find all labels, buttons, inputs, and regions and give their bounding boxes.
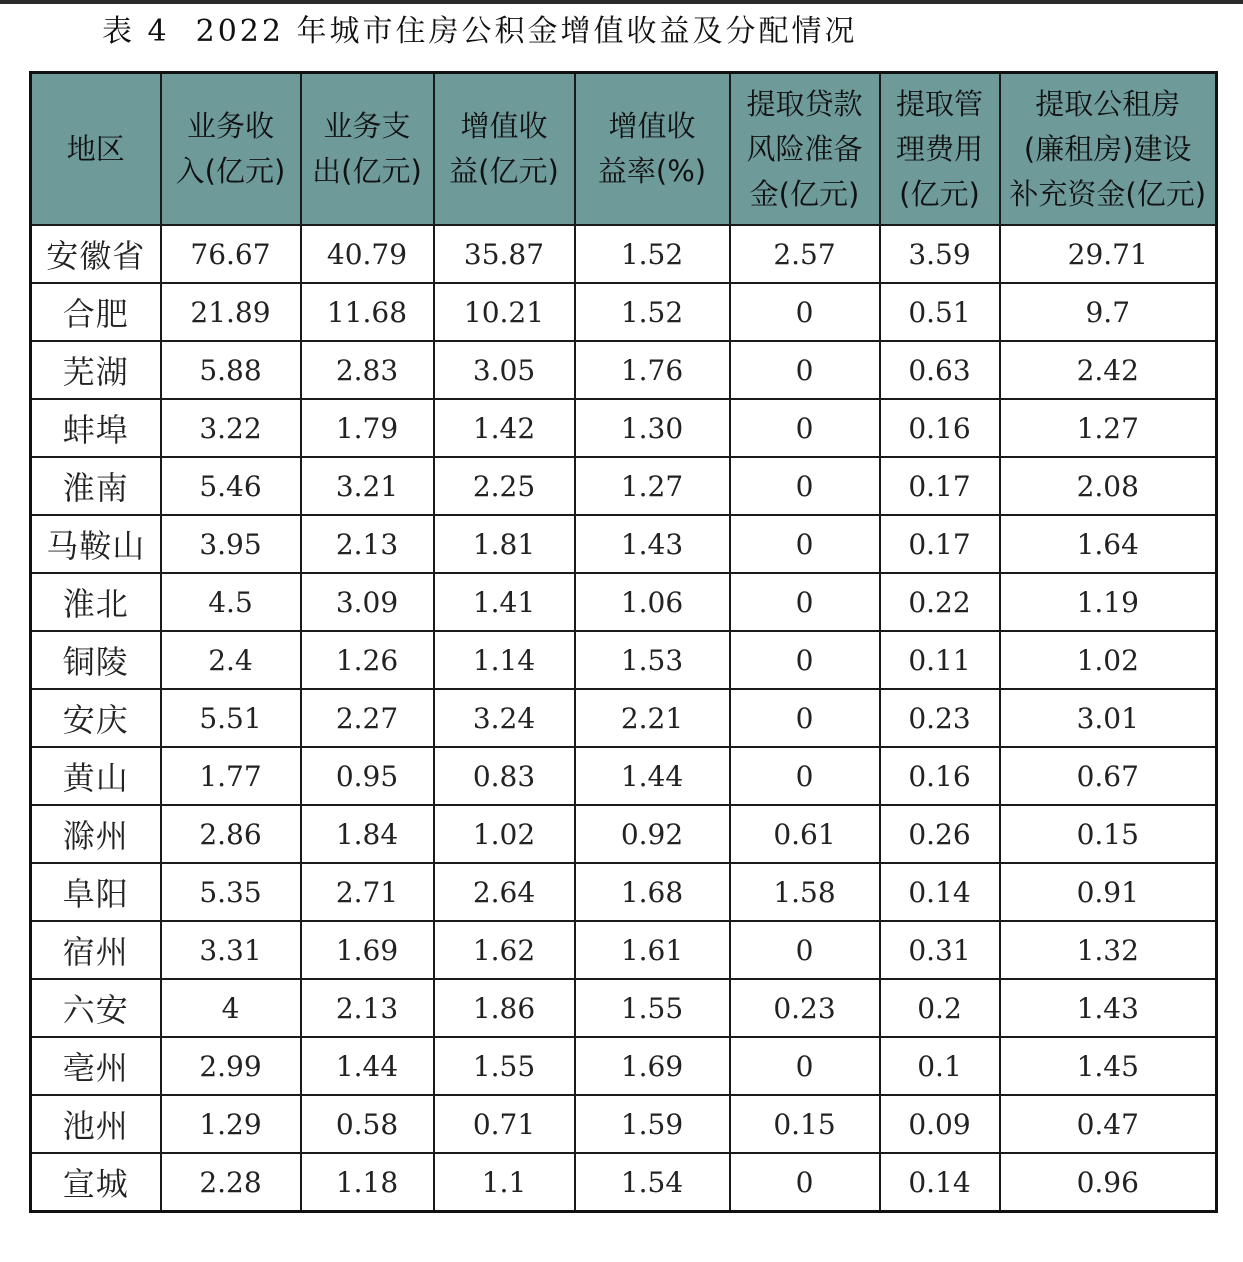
region-cell: 安徽省 [31, 225, 161, 283]
business-expense-cell: 2.27 [301, 689, 434, 747]
public-rental-fund-cell: 1.45 [1000, 1037, 1217, 1095]
public-rental-fund-cell: 0.67 [1000, 747, 1217, 805]
management-fee-cell: 0.14 [880, 1153, 1000, 1212]
table-row [31, 1095, 1217, 1153]
region-cell: 池州 [31, 1095, 161, 1153]
loan-risk-reserve-cell: 0.15 [730, 1095, 880, 1153]
value-added-income-cell: 3.24 [434, 689, 575, 747]
business-income-cell: 3.31 [161, 921, 301, 979]
business-income-cell: 1.77 [161, 747, 301, 805]
region-cell: 合肥 [31, 283, 161, 341]
loan-risk-reserve-cell: 0 [730, 747, 880, 805]
value-added-income-cell: 1.41 [434, 573, 575, 631]
business-expense-cell: 1.44 [301, 1037, 434, 1095]
value-added-rate-cell: 1.52 [575, 283, 730, 341]
business-income-cell: 1.29 [161, 1095, 301, 1153]
business-expense-cell: 0.95 [301, 747, 434, 805]
table-row [31, 805, 1217, 863]
business-expense-cell: 1.18 [301, 1153, 434, 1212]
table-row [31, 689, 1217, 747]
value-added-income-cell: 1.55 [434, 1037, 575, 1095]
header-row [31, 73, 1217, 226]
public-rental-fund-cell: 1.32 [1000, 921, 1217, 979]
management-fee-cell: 0.16 [880, 747, 1000, 805]
header-business-income: 业务收 入(亿元) [161, 73, 301, 226]
value-added-income-cell: 0.83 [434, 747, 575, 805]
value-added-income-cell: 3.05 [434, 341, 575, 399]
public-rental-fund-cell: 1.64 [1000, 515, 1217, 573]
value-added-rate-cell: 1.76 [575, 341, 730, 399]
table-row [31, 921, 1217, 979]
table-row [31, 863, 1217, 921]
business-expense-cell: 2.83 [301, 341, 434, 399]
value-added-income-cell: 1.14 [434, 631, 575, 689]
table-row [31, 631, 1217, 689]
value-added-rate-cell: 1.30 [575, 399, 730, 457]
value-added-rate-cell: 1.69 [575, 1037, 730, 1095]
value-added-rate-cell: 1.59 [575, 1095, 730, 1153]
value-added-rate-cell: 1.43 [575, 515, 730, 573]
value-added-income-cell: 1.81 [434, 515, 575, 573]
public-rental-fund-cell: 0.96 [1000, 1153, 1217, 1212]
business-expense-cell: 3.09 [301, 573, 434, 631]
business-income-cell: 21.89 [161, 283, 301, 341]
value-added-rate-cell: 1.68 [575, 863, 730, 921]
value-added-income-cell: 35.87 [434, 225, 575, 283]
value-added-income-cell: 2.25 [434, 457, 575, 515]
business-expense-cell: 40.79 [301, 225, 434, 283]
value-added-income-cell: 1.86 [434, 979, 575, 1037]
header-business-expense: 业务支 出(亿元) [301, 73, 434, 226]
value-added-rate-cell: 1.06 [575, 573, 730, 631]
public-rental-fund-cell: 0.91 [1000, 863, 1217, 921]
table-row [31, 515, 1217, 573]
region-cell: 宿州 [31, 921, 161, 979]
management-fee-cell: 0.31 [880, 921, 1000, 979]
public-rental-fund-cell: 0.15 [1000, 805, 1217, 863]
value-added-income-cell: 0.71 [434, 1095, 575, 1153]
table-row [31, 399, 1217, 457]
table-row [31, 747, 1217, 805]
public-rental-fund-cell: 2.42 [1000, 341, 1217, 399]
business-expense-cell: 1.79 [301, 399, 434, 457]
loan-risk-reserve-cell: 0 [730, 341, 880, 399]
public-rental-fund-cell: 1.19 [1000, 573, 1217, 631]
management-fee-cell: 0.14 [880, 863, 1000, 921]
region-cell: 蚌埠 [31, 399, 161, 457]
management-fee-cell: 0.09 [880, 1095, 1000, 1153]
table-row [31, 283, 1217, 341]
public-rental-fund-cell: 1.43 [1000, 979, 1217, 1037]
loan-risk-reserve-cell: 0 [730, 283, 880, 341]
business-expense-cell: 2.13 [301, 979, 434, 1037]
business-expense-cell: 1.84 [301, 805, 434, 863]
public-rental-fund-cell: 1.27 [1000, 399, 1217, 457]
header-region: 地区 [31, 73, 161, 226]
table-row [31, 341, 1217, 399]
public-rental-fund-cell: 9.7 [1000, 283, 1217, 341]
table-row [31, 457, 1217, 515]
loan-risk-reserve-cell: 0 [730, 1153, 880, 1212]
management-fee-cell: 0.16 [880, 399, 1000, 457]
value-added-income-cell: 2.64 [434, 863, 575, 921]
value-added-rate-cell: 1.27 [575, 457, 730, 515]
management-fee-cell: 0.11 [880, 631, 1000, 689]
region-cell: 阜阳 [31, 863, 161, 921]
region-cell: 淮北 [31, 573, 161, 631]
value-added-income-cell: 1.1 [434, 1153, 575, 1212]
value-added-income-cell: 10.21 [434, 283, 575, 341]
public-rental-fund-cell: 0.47 [1000, 1095, 1217, 1153]
value-added-rate-cell: 1.52 [575, 225, 730, 283]
business-income-cell: 5.35 [161, 863, 301, 921]
loan-risk-reserve-cell: 0 [730, 573, 880, 631]
value-added-rate-cell: 1.55 [575, 979, 730, 1037]
table-body [31, 225, 1217, 1212]
business-income-cell: 5.51 [161, 689, 301, 747]
loan-risk-reserve-cell: 0 [730, 457, 880, 515]
region-cell: 宣城 [31, 1153, 161, 1212]
business-income-cell: 76.67 [161, 225, 301, 283]
business-expense-cell: 3.21 [301, 457, 434, 515]
loan-risk-reserve-cell: 0.61 [730, 805, 880, 863]
management-fee-cell: 0.63 [880, 341, 1000, 399]
value-added-rate-cell: 1.44 [575, 747, 730, 805]
table-number: 表 4 [102, 14, 170, 49]
management-fee-cell: 0.22 [880, 573, 1000, 631]
table-row [31, 573, 1217, 631]
loan-risk-reserve-cell: 1.58 [730, 863, 880, 921]
table-row [31, 225, 1217, 283]
business-expense-cell: 0.58 [301, 1095, 434, 1153]
business-expense-cell: 2.13 [301, 515, 434, 573]
region-cell: 黄山 [31, 747, 161, 805]
value-added-rate-cell: 2.21 [575, 689, 730, 747]
top-edge-strip [0, 0, 1243, 4]
table-title: 2022 年城市住房公积金增值收益及分配情况 [195, 14, 858, 49]
header-public-rental-housing-fund: 提取公租房 (廉租房)建设 补充资金(亿元) [1000, 73, 1217, 226]
header-value-added-income: 增值收 益(亿元) [434, 73, 575, 226]
business-income-cell: 3.22 [161, 399, 301, 457]
region-cell: 马鞍山 [31, 515, 161, 573]
loan-risk-reserve-cell: 0 [730, 515, 880, 573]
value-added-rate-cell: 0.92 [575, 805, 730, 863]
region-cell: 安庆 [31, 689, 161, 747]
management-fee-cell: 0.26 [880, 805, 1000, 863]
business-expense-cell: 1.69 [301, 921, 434, 979]
region-cell: 亳州 [31, 1037, 161, 1095]
business-income-cell: 5.88 [161, 341, 301, 399]
business-income-cell: 5.46 [161, 457, 301, 515]
loan-risk-reserve-cell: 0 [730, 1037, 880, 1095]
management-fee-cell: 0.17 [880, 457, 1000, 515]
management-fee-cell: 0.51 [880, 283, 1000, 341]
public-rental-fund-cell: 1.02 [1000, 631, 1217, 689]
management-fee-cell: 0.1 [880, 1037, 1000, 1095]
loan-risk-reserve-cell: 0.23 [730, 979, 880, 1037]
region-cell: 铜陵 [31, 631, 161, 689]
table-caption [102, 10, 858, 54]
business-income-cell: 3.95 [161, 515, 301, 573]
business-expense-cell: 2.71 [301, 863, 434, 921]
management-fee-cell: 0.2 [880, 979, 1000, 1037]
header-management-fee: 提取管 理费用 (亿元) [880, 73, 1000, 226]
business-income-cell: 4 [161, 979, 301, 1037]
business-income-cell: 4.5 [161, 573, 301, 631]
table-row [31, 1037, 1217, 1095]
business-expense-cell: 11.68 [301, 283, 434, 341]
public-rental-fund-cell: 3.01 [1000, 689, 1217, 747]
region-cell: 滁州 [31, 805, 161, 863]
table-row [31, 979, 1217, 1037]
loan-risk-reserve-cell: 0 [730, 631, 880, 689]
value-added-rate-cell: 1.54 [575, 1153, 730, 1212]
management-fee-cell: 3.59 [880, 225, 1000, 283]
business-income-cell: 2.86 [161, 805, 301, 863]
business-income-cell: 2.28 [161, 1153, 301, 1212]
region-cell: 六安 [31, 979, 161, 1037]
public-rental-fund-cell: 2.08 [1000, 457, 1217, 515]
value-added-income-cell: 1.42 [434, 399, 575, 457]
loan-risk-reserve-cell: 0 [730, 689, 880, 747]
public-rental-fund-cell: 29.71 [1000, 225, 1217, 283]
value-added-rate-cell: 1.53 [575, 631, 730, 689]
business-income-cell: 2.4 [161, 631, 301, 689]
region-cell: 芜湖 [31, 341, 161, 399]
management-fee-cell: 0.23 [880, 689, 1000, 747]
value-added-income-cell: 1.02 [434, 805, 575, 863]
value-added-rate-cell: 1.61 [575, 921, 730, 979]
value-added-income-cell: 1.62 [434, 921, 575, 979]
data-table [29, 71, 1218, 1213]
loan-risk-reserve-cell: 0 [730, 399, 880, 457]
business-income-cell: 2.99 [161, 1037, 301, 1095]
header-value-added-rate: 增值收 益率(%) [575, 73, 730, 226]
header-loan-risk-reserve: 提取贷款 风险准备 金(亿元) [730, 73, 880, 226]
business-expense-cell: 1.26 [301, 631, 434, 689]
loan-risk-reserve-cell: 2.57 [730, 225, 880, 283]
table-row [31, 1153, 1217, 1212]
region-cell: 淮南 [31, 457, 161, 515]
management-fee-cell: 0.17 [880, 515, 1000, 573]
loan-risk-reserve-cell: 0 [730, 921, 880, 979]
